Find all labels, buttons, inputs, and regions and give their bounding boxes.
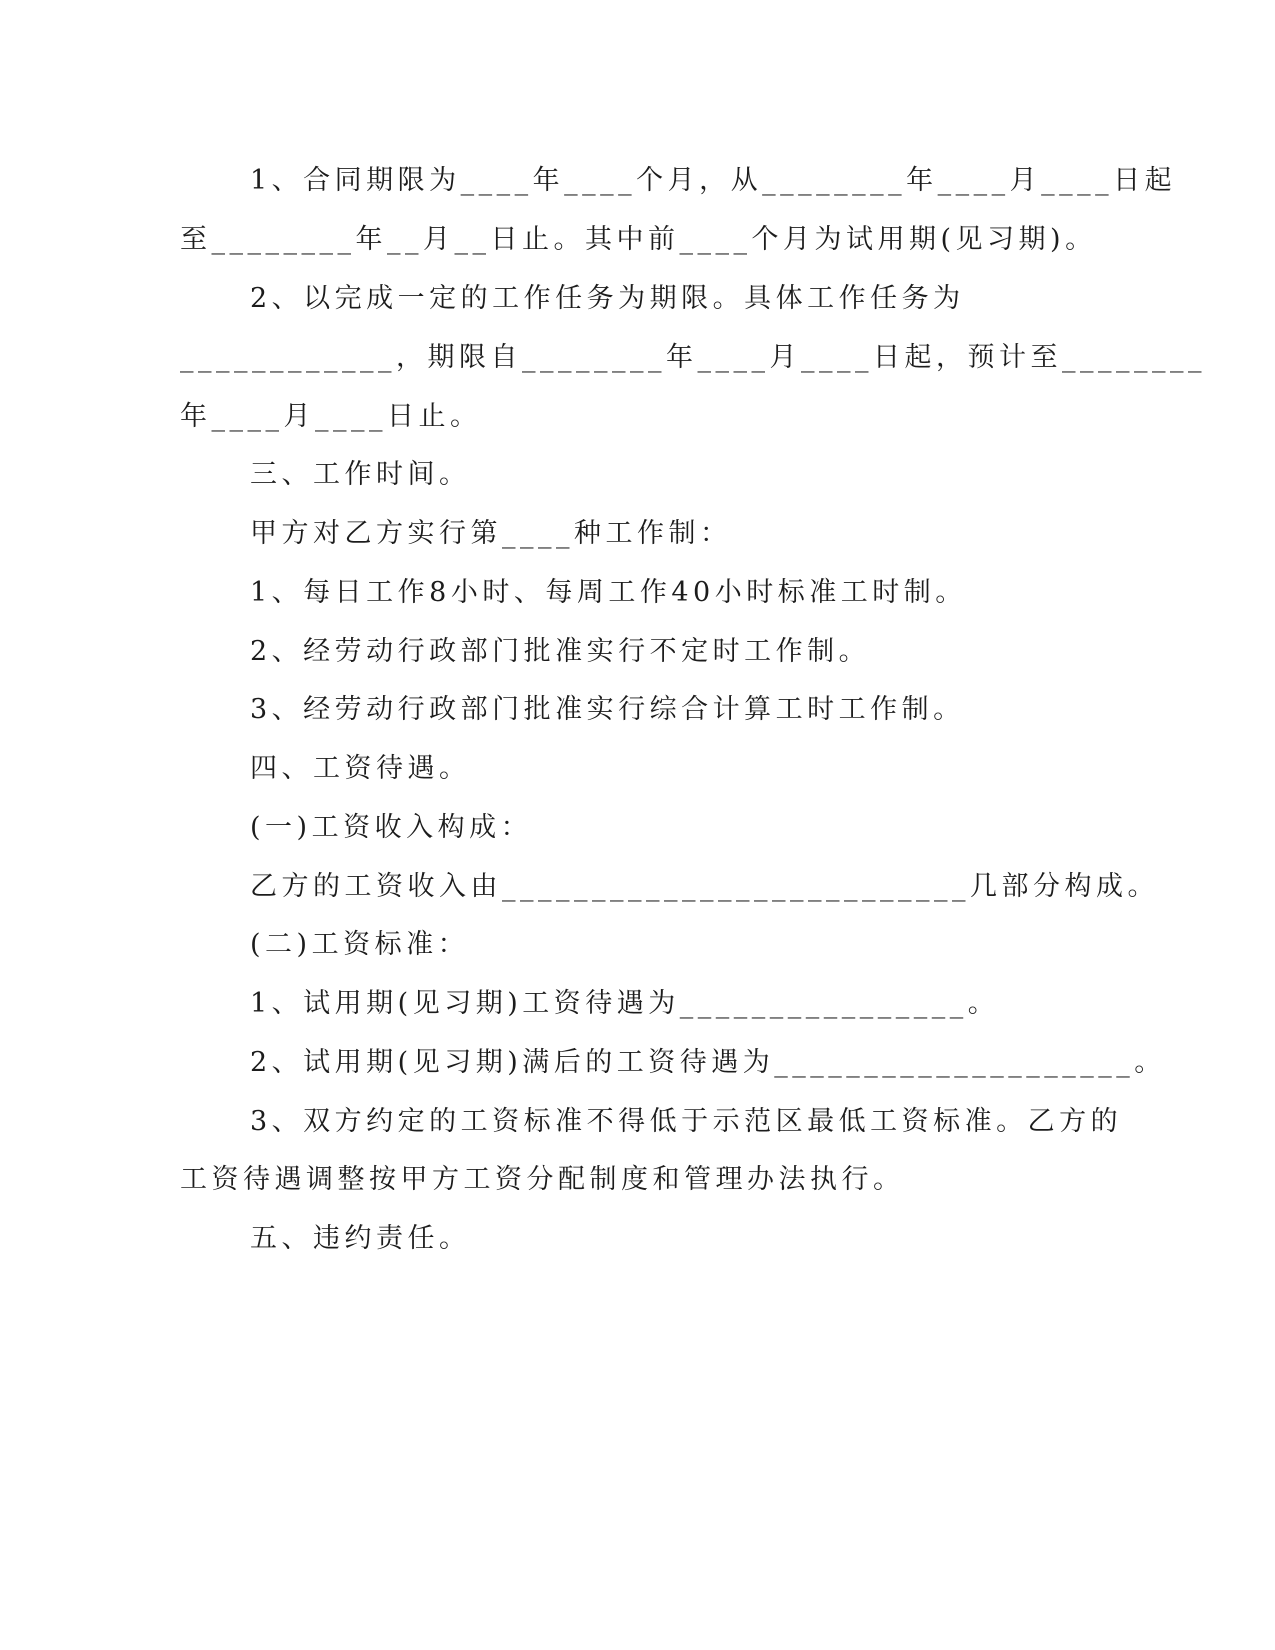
text-line: 工资待遇调整按甲方工资分配制度和管理办法执行。 [180, 1164, 905, 1195]
section-heading: 三、工作时间。 [250, 459, 471, 490]
text-line: 1、合同期限为____年____个月，从________年____月____日起 [250, 165, 1177, 196]
text-line: 2、以完成一定的工作任务为期限。具体工作任务为 [250, 283, 965, 314]
text-line: 3、经劳动行政部门批准实行综合计算工时工作制。 [250, 694, 965, 725]
text-line: 2、试用期(见习期)满后的工资待遇为____________________。 [250, 1047, 1166, 1078]
text-line: 至________年__月__日止。其中前____个月为试用期(见习期)。 [180, 224, 1097, 255]
subsection-heading: (二)工资标准： [250, 929, 470, 960]
text-line: 甲方对乙方实行第____种工作制： [250, 518, 732, 549]
text-line: 年____月____日止。 [180, 401, 482, 432]
text-line: 1、试用期(见习期)工资待遇为________________。 [250, 988, 1000, 1019]
section-heading: 四、工资待遇。 [250, 753, 471, 784]
section-heading: 五、违约责任。 [250, 1223, 471, 1254]
text-line: 1、每日工作8小时、每周工作40小时标准工时制。 [250, 577, 967, 608]
subsection-heading: (一)工资收入构成： [250, 812, 533, 843]
text-line: 乙方的工资收入由__________________________几部分构成。 [250, 871, 1159, 902]
text-line: ____________，期限自________年____月____日起，预计至________ [180, 342, 1206, 373]
text-line: 2、经劳动行政部门批准实行不定时工作制。 [250, 636, 871, 667]
text-line: 3、双方约定的工资标准不得低于示范区最低工资标准。乙方的 [250, 1106, 1123, 1137]
